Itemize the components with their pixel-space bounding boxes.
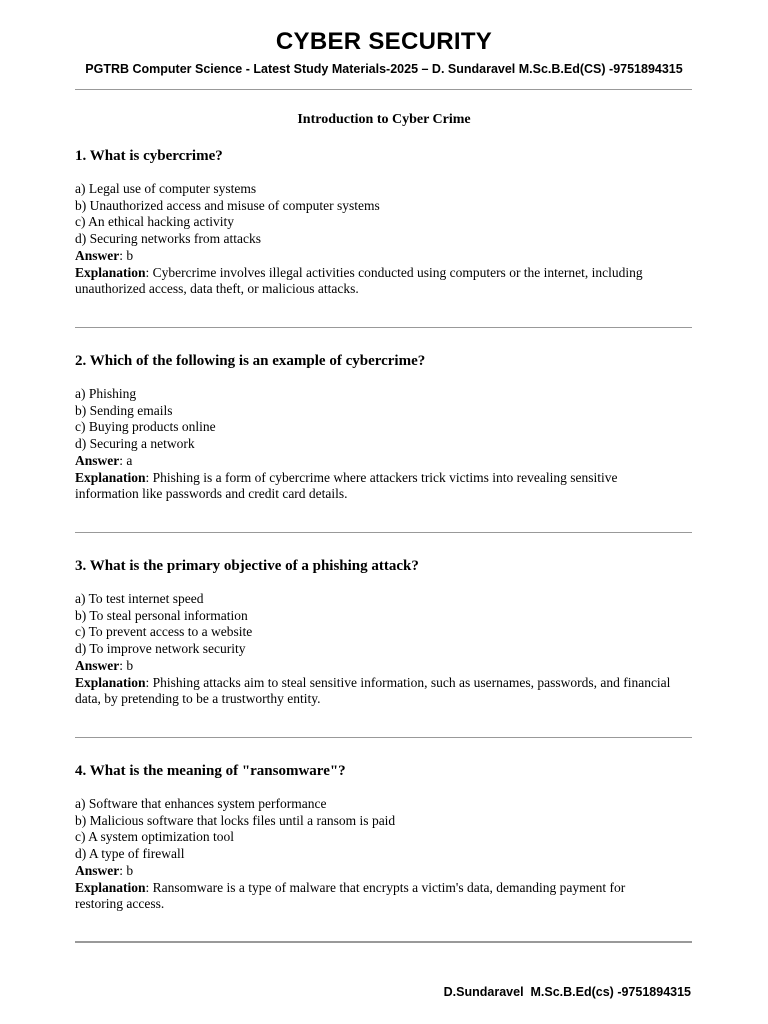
explanation-label: Explanation: [75, 674, 146, 690]
question-2: [75, 351, 675, 503]
answer-line: [75, 248, 675, 265]
explanation-text: : Phishing is a form of cybercrime where attackers trick victims into revealing sensitive information like passwords and credit card details.: [75, 469, 618, 502]
option-a: a) Legal use of computer systems: [75, 181, 257, 196]
option-c: c) A system optimization tool: [75, 829, 234, 845]
question-3: [75, 556, 675, 708]
explanation-line: [75, 470, 675, 503]
explanation-line: [75, 880, 675, 913]
page-footer: D.Sundaravel M.Sc.B.Ed(cs) -9751894315: [443, 985, 691, 999]
document-title: CYBER SECURITY: [275, 28, 493, 55]
question-divider: [75, 737, 692, 738]
question-text: 1. What is cybercrime?: [75, 148, 223, 164]
option-b: b) Sending emails: [75, 402, 173, 418]
question-divider: [75, 327, 692, 328]
document-subtitle: PGTRB Computer Science - Latest Study Materials-2025 – D. Sundaravel M.Sc.B.Ed(CS) -9751894315: [85, 62, 683, 76]
explanation-text: : Phishing attacks aim to steal sensitive information, such as usernames, passwords, and financial data, by pretending to be a trustworthy entity.: [75, 674, 671, 707]
explanation-label: Explanation: [75, 469, 146, 485]
answer-label: Answer: [75, 657, 120, 673]
answer-value: : b: [119, 657, 134, 673]
option-c: c) To prevent access to a website: [75, 624, 253, 640]
question-text: 4. What is the meaning of "ransomware"?: [75, 763, 346, 779]
option-a: a) Software that enhances system performance: [75, 796, 327, 811]
option-b: b) Malicious software that locks files until a ransom is paid: [75, 812, 396, 828]
explanation-text: : Ransomware is a type of malware that encrypts a victim's data, demanding payment for restoring access.: [75, 879, 626, 912]
question-text: 3. What is the primary objective of a phishing attack?: [75, 558, 419, 574]
question-divider: [75, 532, 692, 533]
answer-line: [75, 453, 675, 470]
answer-value: : b: [119, 862, 134, 878]
explanation-label: Explanation: [75, 879, 146, 895]
question-text: 2. Which of the following is an example of cybercrime?: [75, 353, 426, 369]
option-c: c) Buying products online: [75, 419, 216, 435]
question-4: [75, 761, 675, 913]
option-d: d) To improve network security: [75, 641, 246, 657]
document-header: [0, 26, 768, 78]
answer-line: [75, 863, 675, 880]
answer-value: : b: [119, 247, 134, 263]
explanation-line: [75, 675, 675, 708]
explanation-label: Explanation: [75, 264, 146, 280]
question-1: [75, 146, 675, 298]
option-b: b) To steal personal information: [75, 607, 248, 623]
option-d: d) Securing a network: [75, 436, 195, 452]
header-divider: [75, 89, 692, 90]
explanation-text: : Cybercrime involves illegal activities conducted using computers or the internet, including unauthorized access, data theft, or malicious attacks.: [75, 264, 643, 297]
section-title: Introduction to Cyber Crime: [297, 112, 471, 127]
option-d: d) A type of firewall: [75, 846, 185, 862]
option-a: a) To test internet speed: [75, 591, 204, 606]
option-d: d) Securing networks from attacks: [75, 231, 261, 247]
answer-label: Answer: [75, 247, 120, 263]
answer-value: : a: [119, 452, 133, 468]
option-c: c) An ethical hacking activity: [75, 214, 234, 230]
explanation-line: [75, 265, 675, 298]
option-b: b) Unauthorized access and misuse of computer systems: [75, 197, 380, 213]
answer-line: [75, 658, 675, 675]
answer-label: Answer: [75, 862, 120, 878]
option-a: a) Phishing: [75, 386, 137, 401]
answer-label: Answer: [75, 452, 120, 468]
footer-divider: [75, 941, 692, 943]
